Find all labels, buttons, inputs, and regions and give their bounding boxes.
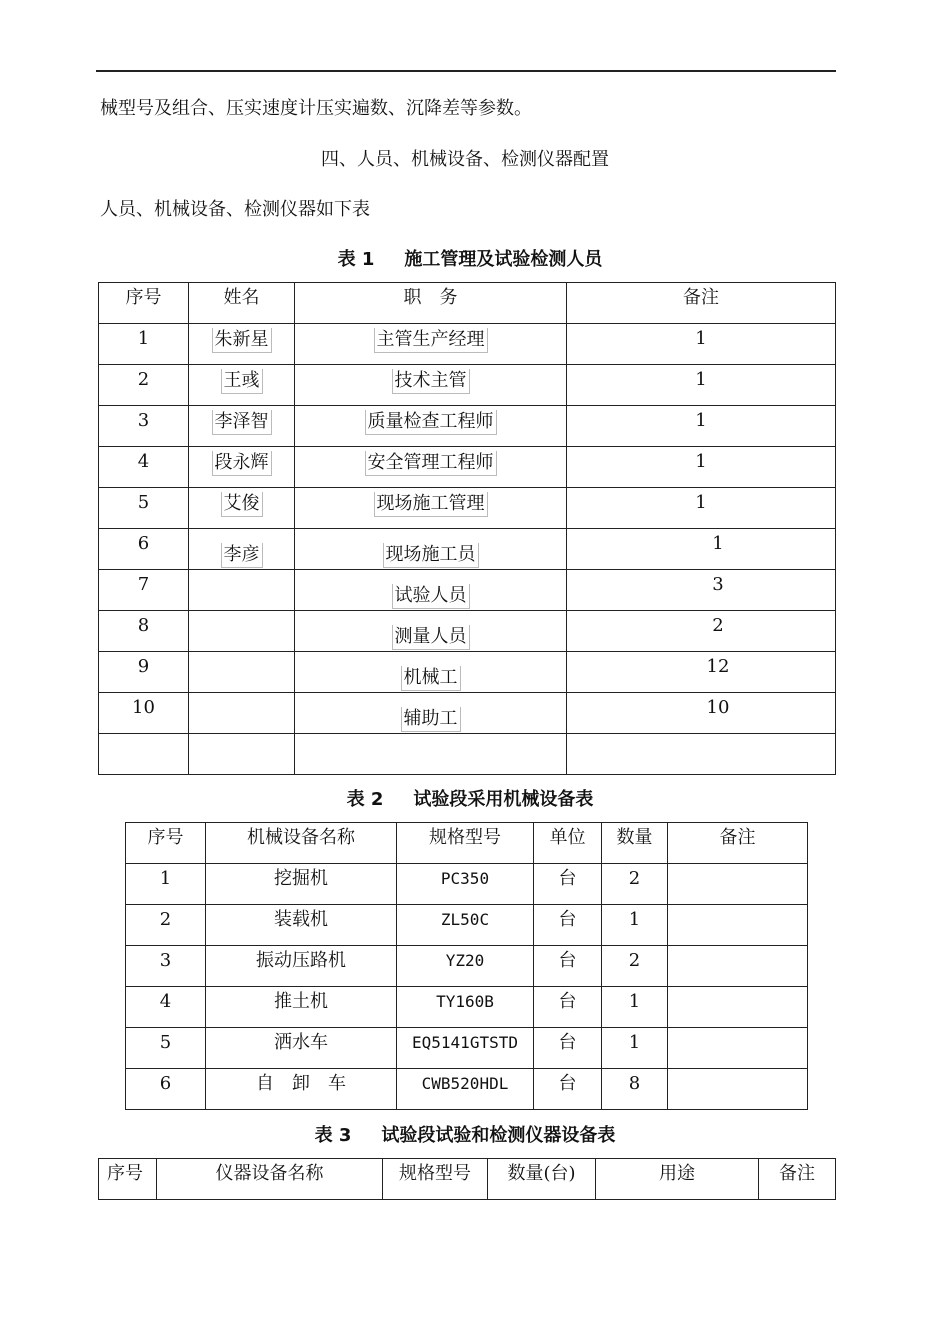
person-name-cell	[189, 324, 295, 365]
note-cell-cell	[567, 529, 836, 570]
table3-caption	[0, 1121, 940, 1147]
person-name-cell	[189, 365, 295, 406]
personnel-table	[98, 282, 836, 775]
table-row	[126, 864, 808, 905]
note-cell-cell	[567, 570, 836, 611]
col-header-instrument-name: 仪器设备名称	[157, 1159, 383, 1200]
table-row	[126, 946, 808, 987]
row-number: 6	[159, 1073, 172, 1094]
table-row	[99, 734, 836, 775]
job-role: 技术主管	[392, 369, 470, 394]
note-cell-cell	[567, 324, 836, 365]
row-number-cell	[126, 946, 206, 987]
col-header-model: 规格型号	[383, 1159, 488, 1200]
machine-name: 洒水车	[274, 1032, 328, 1053]
quantity-cell	[602, 864, 668, 905]
machine-name: 装载机	[274, 909, 328, 930]
table-row	[99, 324, 836, 365]
col-header-note: 备注	[567, 283, 836, 324]
row-number: 1	[159, 868, 172, 889]
unit-cell	[534, 905, 602, 946]
note-cell-cell	[567, 734, 836, 775]
quantity-cell	[602, 905, 668, 946]
unit: 台	[558, 991, 577, 1012]
quantity: 2	[628, 950, 641, 971]
table-row	[99, 365, 836, 406]
machine-name-cell	[206, 1069, 397, 1110]
note-cell	[668, 905, 808, 946]
table2-caption-title: 试验段采用机械设备表	[413, 789, 594, 810]
job-role-cell	[295, 365, 567, 406]
row-number: 3	[137, 410, 150, 431]
unit: 台	[558, 950, 577, 971]
job-role: 主管生产经理	[374, 328, 488, 353]
job-role: 现场施工管理	[374, 492, 488, 517]
machine-name-cell	[206, 987, 397, 1028]
table-row	[126, 1069, 808, 1110]
row-number: 2	[159, 909, 172, 930]
col-header-qty: 数量	[602, 823, 668, 864]
table3-caption-number: 表 3	[314, 1125, 352, 1146]
row-number-cell	[126, 1069, 206, 1110]
row-number: 5	[137, 492, 150, 513]
row-number-cell	[126, 905, 206, 946]
machine-model-cell	[397, 987, 534, 1028]
machine-name: 自 卸 车	[256, 1073, 346, 1094]
quantity: 2	[628, 868, 641, 889]
intro-line: 械型号及组合、压实速度计压实遍数、沉降差等参数。	[100, 98, 532, 119]
row-number: 5	[159, 1032, 172, 1053]
person-name: 李彦	[221, 543, 263, 568]
note-cell-cell	[567, 365, 836, 406]
row-number: 4	[137, 451, 150, 472]
note-cell-cell	[567, 693, 836, 734]
machine-model: ZL50C	[440, 910, 490, 929]
machine-model: YZ20	[445, 951, 485, 970]
note-cell-cell	[567, 406, 836, 447]
machine-model-cell	[397, 946, 534, 987]
job-role-cell	[295, 406, 567, 447]
machine-model-cell	[397, 1028, 534, 1069]
person-name-cell	[189, 447, 295, 488]
table1-caption-number: 表 1	[337, 249, 375, 270]
row-number-cell	[99, 365, 189, 406]
person-name-cell	[189, 652, 295, 693]
job-role: 试验人员	[392, 584, 470, 609]
row-number-cell	[99, 529, 189, 570]
job-role-cell	[295, 734, 567, 775]
row-number-cell	[126, 864, 206, 905]
person-name-cell	[189, 611, 295, 652]
quantity: 1	[628, 909, 641, 930]
machine-name: 挖掘机	[274, 868, 328, 889]
unit-cell	[534, 946, 602, 987]
machine-model-cell	[397, 1069, 534, 1110]
unit: 台	[558, 1032, 577, 1053]
note-cell: 1	[695, 492, 707, 513]
note-cell: 1	[695, 328, 707, 349]
row-number: 7	[137, 574, 150, 595]
note-cell: 12	[706, 656, 730, 677]
unit: 台	[558, 868, 577, 889]
unit-cell	[534, 1028, 602, 1069]
note-cell: 1	[695, 410, 707, 431]
table-header-row	[126, 823, 808, 864]
table2-caption	[0, 785, 945, 811]
person-name-cell	[189, 570, 295, 611]
quantity-cell	[602, 987, 668, 1028]
machine-model: EQ5141GTSTD	[412, 1033, 518, 1052]
table2-caption-number: 表 2	[346, 789, 384, 810]
machine-name-cell	[206, 864, 397, 905]
machinery-table	[125, 822, 808, 1110]
table-row	[99, 529, 836, 570]
col-header-qty: 数量(台)	[488, 1159, 596, 1200]
person-name-cell	[189, 734, 295, 775]
row-number-cell	[99, 693, 189, 734]
note-cell	[668, 1028, 808, 1069]
table-row	[99, 488, 836, 529]
row-number: 6	[137, 533, 150, 554]
col-header-name: 姓名	[189, 283, 295, 324]
machine-name-cell	[206, 1028, 397, 1069]
job-role: 质量检查工程师	[365, 410, 497, 435]
col-header-purpose: 用途	[596, 1159, 759, 1200]
row-number: 8	[137, 615, 150, 636]
job-role-cell	[295, 693, 567, 734]
machine-model-cell	[397, 864, 534, 905]
note-cell	[668, 987, 808, 1028]
quantity: 8	[628, 1073, 641, 1094]
unit: 台	[558, 1073, 577, 1094]
note-cell: 1	[695, 451, 707, 472]
table-row	[126, 987, 808, 1028]
col-header-machine-name: 机械设备名称	[206, 823, 397, 864]
unit-cell	[534, 1069, 602, 1110]
unit: 台	[558, 909, 577, 930]
unit-cell	[534, 864, 602, 905]
row-number-cell	[99, 324, 189, 365]
job-role: 测量人员	[392, 625, 470, 650]
job-role: 机械工	[401, 666, 461, 691]
row-number: 9	[137, 656, 150, 677]
row-number-cell	[99, 734, 189, 775]
col-header-role: 职 务	[295, 283, 567, 324]
job-role-cell	[295, 652, 567, 693]
row-number: 10	[132, 697, 155, 718]
person-name: 段永辉	[212, 451, 272, 476]
row-number: 2	[137, 369, 150, 390]
note-cell-cell	[567, 652, 836, 693]
instrument-table	[98, 1158, 836, 1200]
note-cell: 1	[712, 533, 724, 554]
quantity-cell	[602, 1069, 668, 1110]
table-row	[99, 611, 836, 652]
machine-model: CWB520HDL	[421, 1074, 509, 1093]
section-heading: 四、人员、机械设备、检测仪器配置	[321, 149, 609, 170]
note-cell	[668, 1069, 808, 1110]
table-row	[99, 447, 836, 488]
machine-name-cell	[206, 905, 397, 946]
row-number-cell	[99, 570, 189, 611]
person-name-cell	[189, 693, 295, 734]
machine-name: 推土机	[274, 991, 328, 1012]
row-number: 1	[137, 328, 150, 349]
table-row	[99, 652, 836, 693]
note-cell-cell	[567, 447, 836, 488]
machine-model: TY160B	[436, 992, 494, 1011]
note-cell	[668, 864, 808, 905]
quantity: 1	[628, 1032, 641, 1053]
table3-caption-title: 试验段试验和检测仪器设备表	[381, 1125, 616, 1146]
person-name-cell	[189, 488, 295, 529]
person-name-cell	[189, 406, 295, 447]
job-role-cell	[295, 447, 567, 488]
note-cell-cell	[567, 611, 836, 652]
quantity-cell	[602, 1028, 668, 1069]
row-number-cell	[99, 488, 189, 529]
quantity: 1	[628, 991, 641, 1012]
table-header-row	[99, 283, 836, 324]
row-number: 3	[159, 950, 172, 971]
col-header-note: 备注	[668, 823, 808, 864]
row-number-cell	[126, 1028, 206, 1069]
person-name: 王彧	[221, 369, 263, 394]
col-header-no: 序号	[99, 283, 189, 324]
job-role-cell	[295, 611, 567, 652]
table-row	[99, 406, 836, 447]
machine-name: 振动压路机	[256, 950, 346, 971]
job-role: 辅助工	[401, 707, 461, 732]
note-cell	[668, 946, 808, 987]
row-number-cell	[99, 652, 189, 693]
quantity-cell	[602, 946, 668, 987]
section-lead: 人员、机械设备、检测仪器如下表	[100, 199, 370, 220]
machine-name-cell	[206, 946, 397, 987]
note-cell-cell	[567, 488, 836, 529]
col-header-unit: 单位	[534, 823, 602, 864]
table-row	[99, 693, 836, 734]
row-number-cell	[126, 987, 206, 1028]
job-role-cell	[295, 488, 567, 529]
table-row	[126, 1028, 808, 1069]
row-number-cell	[99, 406, 189, 447]
col-header-no: 序号	[99, 1159, 157, 1200]
row-number-cell	[99, 611, 189, 652]
row-number: 4	[159, 991, 172, 1012]
note-cell: 3	[712, 574, 724, 595]
col-header-model: 规格型号	[397, 823, 534, 864]
job-role: 现场施工员	[383, 543, 479, 568]
note-cell: 10	[706, 697, 730, 718]
job-role-cell	[295, 570, 567, 611]
person-name: 朱新星	[212, 328, 272, 353]
job-role: 安全管理工程师	[365, 451, 497, 476]
person-name-cell	[189, 529, 295, 570]
row-number-cell	[99, 447, 189, 488]
unit-cell	[534, 987, 602, 1028]
person-name: 艾俊	[221, 492, 263, 517]
col-header-no: 序号	[126, 823, 206, 864]
note-cell: 2	[712, 615, 724, 636]
table1-caption	[0, 245, 945, 271]
job-role-cell	[295, 324, 567, 365]
person-name: 李泽智	[212, 410, 272, 435]
table-row	[99, 570, 836, 611]
note-cell: 1	[695, 369, 707, 390]
job-role-cell	[295, 529, 567, 570]
machine-model-cell	[397, 905, 534, 946]
col-header-note: 备注	[759, 1159, 836, 1200]
table-header-row	[99, 1159, 836, 1200]
header-rule	[96, 70, 836, 72]
table1-caption-title: 施工管理及试验检测人员	[404, 249, 603, 270]
machine-model: PC350	[440, 869, 490, 888]
table-row	[126, 905, 808, 946]
